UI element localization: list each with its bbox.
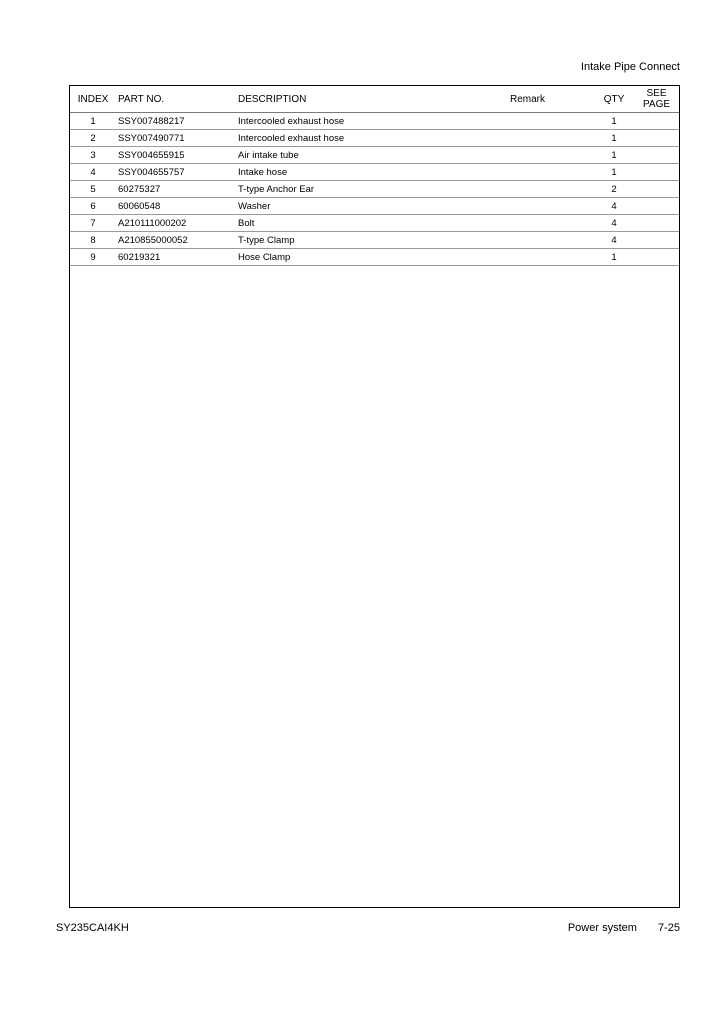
footer-section: Power system (567, 922, 637, 934)
table-row (70, 181, 679, 198)
table-row (70, 113, 679, 130)
table-row (70, 215, 679, 232)
cell-qty: 2 (594, 181, 634, 198)
cell-remark (508, 147, 594, 164)
cell-index: 8 (70, 232, 116, 249)
cell-part-no: 60275327 (116, 181, 236, 198)
table-row (70, 198, 679, 215)
cell-see-page (634, 181, 679, 198)
cell-description: Intercooled exhaust hose (236, 130, 508, 147)
column-header-see-page (634, 86, 679, 113)
cell-see-page (634, 232, 679, 249)
cell-description: Bolt (236, 215, 508, 232)
cell-remark (508, 181, 594, 198)
cell-index: 9 (70, 249, 116, 266)
cell-part-no: SSY004655915 (116, 147, 236, 164)
table-row (70, 130, 679, 147)
cell-qty: 4 (594, 198, 634, 215)
table-row (70, 232, 679, 249)
see-page-line1: SEE (646, 88, 667, 99)
cell-see-page (634, 113, 679, 130)
column-header-part-no: PART NO. (116, 86, 236, 113)
table-row (70, 164, 679, 181)
column-header-remark: Remark (508, 86, 594, 113)
cell-remark (508, 232, 594, 249)
cell-qty: 1 (594, 130, 634, 147)
cell-qty: 1 (594, 147, 634, 164)
parts-table (70, 86, 679, 266)
cell-index: 4 (70, 164, 116, 181)
column-header-qty: QTY (594, 86, 634, 113)
cell-index: 7 (70, 215, 116, 232)
cell-see-page (634, 164, 679, 181)
table-row (70, 249, 679, 266)
table-header-row (70, 86, 679, 113)
cell-description: Washer (236, 198, 508, 215)
cell-see-page (634, 215, 679, 232)
table-row (70, 147, 679, 164)
cell-description: Air intake tube (236, 147, 508, 164)
cell-remark (508, 130, 594, 147)
cell-index: 5 (70, 181, 116, 198)
cell-part-no: SSY007490771 (116, 130, 236, 147)
page-title: Intake Pipe Connect (580, 61, 680, 73)
cell-see-page (634, 130, 679, 147)
cell-description: T-type Clamp (236, 232, 508, 249)
see-page-line2: PAGE (642, 99, 671, 110)
cell-see-page (634, 147, 679, 164)
column-header-description: DESCRIPTION (236, 86, 508, 113)
cell-description: Hose Clamp (236, 249, 508, 266)
cell-remark (508, 164, 594, 181)
footer-right (568, 922, 680, 934)
cell-see-page (634, 249, 679, 266)
cell-part-no: SSY007488217 (116, 113, 236, 130)
cell-part-no: 60060548 (116, 198, 236, 215)
column-header-index: INDEX (70, 86, 116, 113)
cell-part-no: A210855000052 (116, 232, 236, 249)
cell-index: 2 (70, 130, 116, 147)
cell-qty: 4 (594, 232, 634, 249)
cell-index: 6 (70, 198, 116, 215)
cell-qty: 1 (594, 249, 634, 266)
cell-remark (508, 113, 594, 130)
parts-list-frame (69, 85, 680, 908)
cell-part-no: SSY004655757 (116, 164, 236, 181)
cell-index: 1 (70, 113, 116, 130)
cell-part-no: A210111000202 (116, 215, 236, 232)
cell-see-page (634, 198, 679, 215)
cell-remark (508, 249, 594, 266)
cell-remark (508, 215, 594, 232)
cell-qty: 1 (594, 164, 634, 181)
table-body (70, 113, 679, 266)
cell-description: T-type Anchor Ear (236, 181, 508, 198)
cell-description: Intercooled exhaust hose (236, 113, 508, 130)
cell-qty: 4 (594, 215, 634, 232)
page-number: 7-25 (657, 922, 680, 934)
cell-index: 3 (70, 147, 116, 164)
footer-model: SY235CAI4KH (56, 922, 129, 934)
cell-remark (508, 198, 594, 215)
cell-part-no: 60219321 (116, 249, 236, 266)
cell-qty: 1 (594, 113, 634, 130)
cell-description: Intake hose (236, 164, 508, 181)
